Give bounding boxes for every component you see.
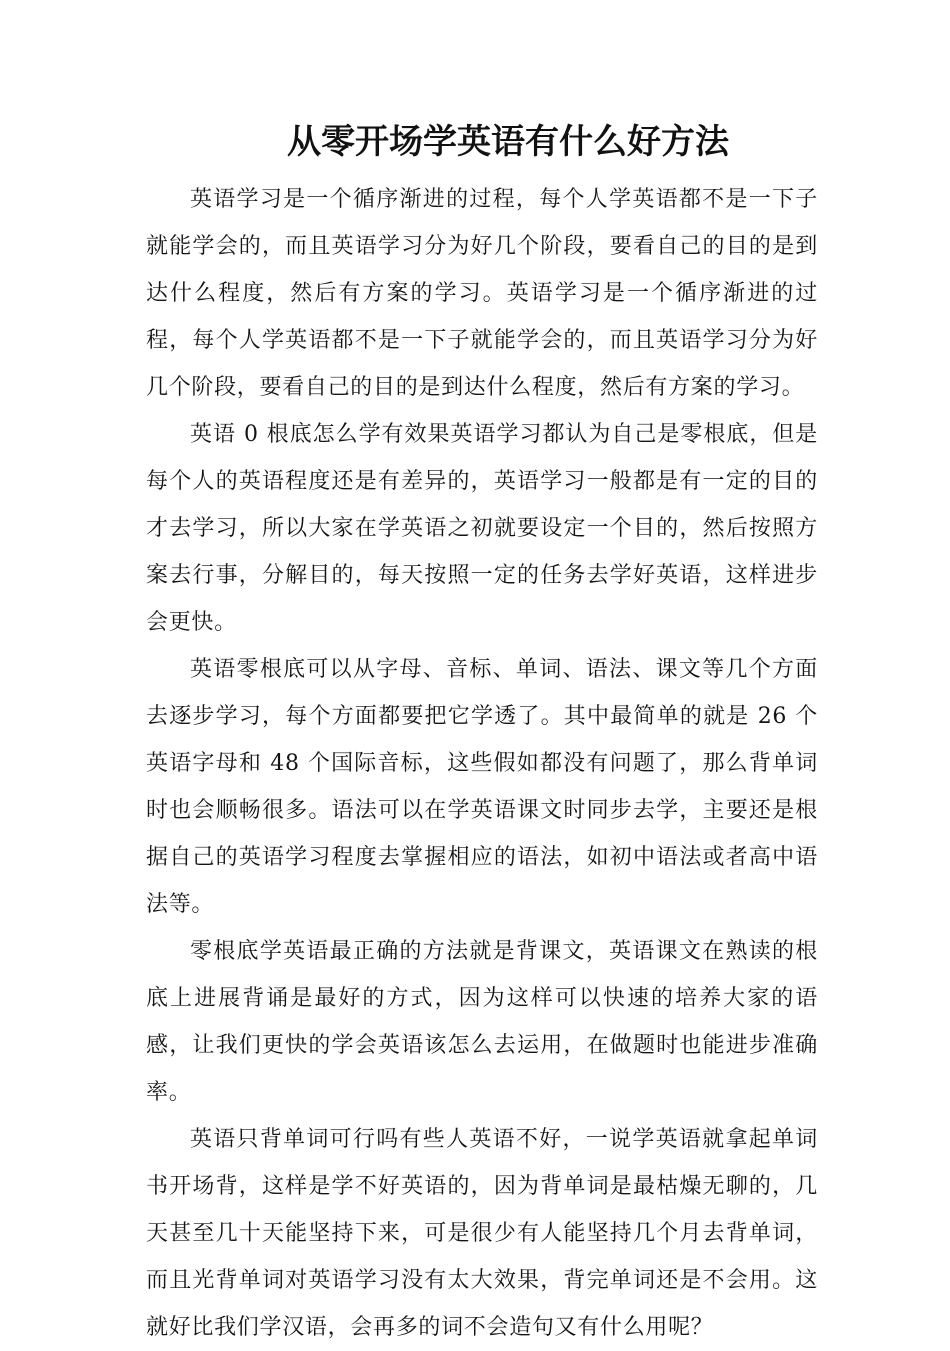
paragraph-3: 英语零根底可以从字母、音标、单词、语法、课文等几个方面去逐步学习，每个方面都要把它学透了。其中最简单的就是 26 个英语字母和 48 个国际音标，这些假如都没有问题了，那么背单词时也会顺畅很多。语法可以在学英语课文时同步去学，主要还是根据自己的英语学习程度去掌握相应的语法，如初中语法或者高中语法等。 <box>146 657 818 917</box>
paragraph-1: 英语学习是一个循序渐进的过程，每个人学英语都不是一下子就能学会的，而且英语学习分为好几个阶段，要看自己的目的是到达什么程度，然后有方案的学习。英语学习是一个循序渐进的过程，每个人学英语都不是一下子就能学会的，而且英语学习分为好几个阶段，要看自己的目的是到达什么程度，然后有方案的学习。 <box>146 187 818 400</box>
paragraph-4: 零根底学英语最正确的方法就是背课文，英语课文在熟读的根底上进展背诵是最好的方式，因为这样可以快速的培养大家的语感，让我们更快的学会英语该怎么去运用，在做题时也能进步准确率。 <box>146 939 818 1105</box>
paragraph-5: 英语只背单词可行吗有些人英语不好，一说学英语就拿起单词书开场背，这样是学不好英语的，因为背单词是最枯燥无聊的，几天甚至几十天能坚持下来，可是很少有人能坚持几个月去背单词，而且光背单词对英语学习没有太大效果，背完单词还是不会用。这就好比我们学汉语，会再多的词不会造句又有什么用呢？ <box>146 1127 818 1340</box>
document-title: 从零开场学英语有什么好方法 <box>287 122 729 162</box>
paragraph-2: 英语 0 根底怎么学有效果英语学习都认为自己是零根底，但是每个人的英语程度还是有差异的，英语学习一般都是有一定的目的才去学习，所以大家在学英语之初就要设定一个目的，然后按照方案去行事，分解目的，每天按照一定的任务去学好英语，这样进步会更快。 <box>146 422 818 635</box>
document-body <box>146 176 818 1351</box>
